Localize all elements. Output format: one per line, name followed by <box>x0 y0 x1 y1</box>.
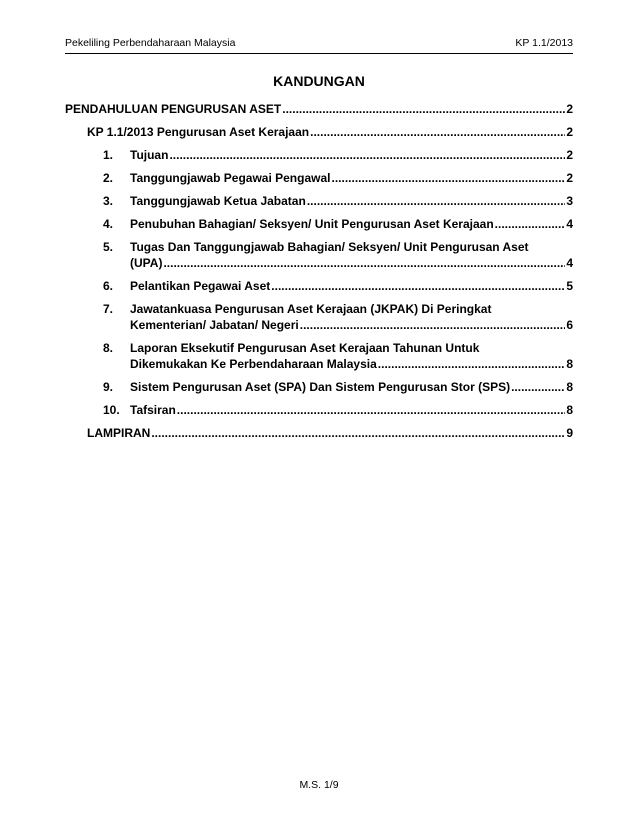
toc-entry-label: Dikemukakan Ke Perbendaharaan Malaysia <box>130 357 377 371</box>
toc-page-number: 9 <box>566 426 573 440</box>
toc-entry-label-line1: Jawatankuasa Pengurusan Aset Kerajaan (JKPAK) Di Peringkat <box>130 302 492 316</box>
toc-entry-label: Kementerian/ Jabatan/ Negeri <box>130 318 299 332</box>
toc-entry-number: 7. <box>103 302 114 316</box>
toc-entry-label-line1: Tugas Dan Tanggungjawab Bahagian/ Seksyen/ Unit Pengurusan Aset <box>130 240 529 254</box>
toc-entry-label: Pelantikan Pegawai Aset <box>130 279 271 293</box>
toc-page-number: 4 <box>566 217 573 231</box>
toc-leader-dots <box>169 147 565 163</box>
toc-entry-lampiran[interactable] <box>65 425 573 441</box>
toc-entry-4[interactable] <box>65 216 573 232</box>
toc-entry-9[interactable] <box>65 379 573 395</box>
toc-entry-label: Sistem Pengurusan Aset (SPA) Dan Sistem Pengurusan Stor (SPS) <box>130 380 511 394</box>
toc-entry-number: 9. <box>103 380 114 394</box>
toc-entry-number: 10. <box>103 403 120 417</box>
toc-entry-label: Tafsiran <box>130 403 176 417</box>
toc-leader-dots <box>177 402 566 418</box>
toc-entry-1[interactable] <box>65 147 573 163</box>
toc-page-number: 2 <box>566 125 573 139</box>
toc-leader-dots <box>310 124 565 140</box>
toc-entry-label: LAMPIRAN <box>87 426 151 440</box>
toc-page-number: 2 <box>566 148 573 162</box>
toc-leader-dots <box>378 356 566 372</box>
toc-entry-6[interactable] <box>65 278 573 294</box>
toc-entry-5[interactable] <box>65 239 573 271</box>
header-left-text: Pekeliling Perbendaharaan Malaysia <box>65 37 236 49</box>
toc-leader-dots <box>495 216 566 232</box>
toc-entry-10[interactable] <box>65 402 573 418</box>
page-footer: M.S. 1/9 <box>299 779 339 791</box>
toc-leader-dots <box>331 170 565 186</box>
toc-entry-label: KP 1.1/2013 Pengurusan Aset Kerajaan <box>87 125 310 139</box>
toc-entry-7[interactable] <box>65 301 573 333</box>
toc-page-number: 8 <box>566 403 573 417</box>
header-right-text: KP 1.1/2013 <box>515 37 573 49</box>
toc-entry-label: PENDAHULUAN PENGURUSAN ASET <box>65 102 282 116</box>
toc-entry-2[interactable] <box>65 170 573 186</box>
page-title: KANDUNGAN <box>273 73 365 89</box>
page-header <box>65 37 573 54</box>
toc-page-number: 8 <box>566 380 573 394</box>
toc-leader-dots <box>282 101 565 117</box>
toc-entry-pendahuluan[interactable] <box>65 101 573 117</box>
toc-entry-kp[interactable] <box>65 124 573 140</box>
toc-leader-dots <box>307 193 566 209</box>
toc-leader-dots <box>511 379 565 395</box>
toc-entry-number: 8. <box>103 341 114 355</box>
toc-leader-dots <box>163 255 565 271</box>
toc-entry-number: 5. <box>103 240 114 254</box>
toc-page-number: 6 <box>566 318 573 332</box>
toc-entry-number: 2. <box>103 171 114 185</box>
toc-entry-8[interactable] <box>65 340 573 372</box>
toc-page-number: 2 <box>566 102 573 116</box>
toc-entry-number: 1. <box>103 148 114 162</box>
toc-entry-3[interactable] <box>65 193 573 209</box>
toc-leader-dots <box>271 278 565 294</box>
toc-page-number: 8 <box>566 357 573 371</box>
toc-entry-number: 6. <box>103 279 114 293</box>
toc-entry-label-line1: Laporan Eksekutif Pengurusan Aset Kerajaan Tahunan Untuk <box>130 341 480 355</box>
toc-entry-label: Tujuan <box>130 148 169 162</box>
toc-entry-label: Tanggungjawab Ketua Jabatan <box>130 194 306 208</box>
toc-page-number: 3 <box>566 194 573 208</box>
toc-leader-dots <box>151 425 565 441</box>
toc-entry-label: Penubuhan Bahagian/ Seksyen/ Unit Pengurusan Aset Kerajaan <box>130 217 494 231</box>
toc-entry-number: 4. <box>103 217 114 231</box>
toc-entry-number: 3. <box>103 194 114 208</box>
toc-page-number: 2 <box>566 171 573 185</box>
toc-page-number: 5 <box>566 279 573 293</box>
toc-entry-label: (UPA) <box>130 256 163 270</box>
toc-page-number: 4 <box>566 256 573 270</box>
toc-entry-label: Tanggungjawab Pegawai Pengawal <box>130 171 331 185</box>
toc-leader-dots <box>300 317 566 333</box>
table-of-contents <box>65 101 573 448</box>
